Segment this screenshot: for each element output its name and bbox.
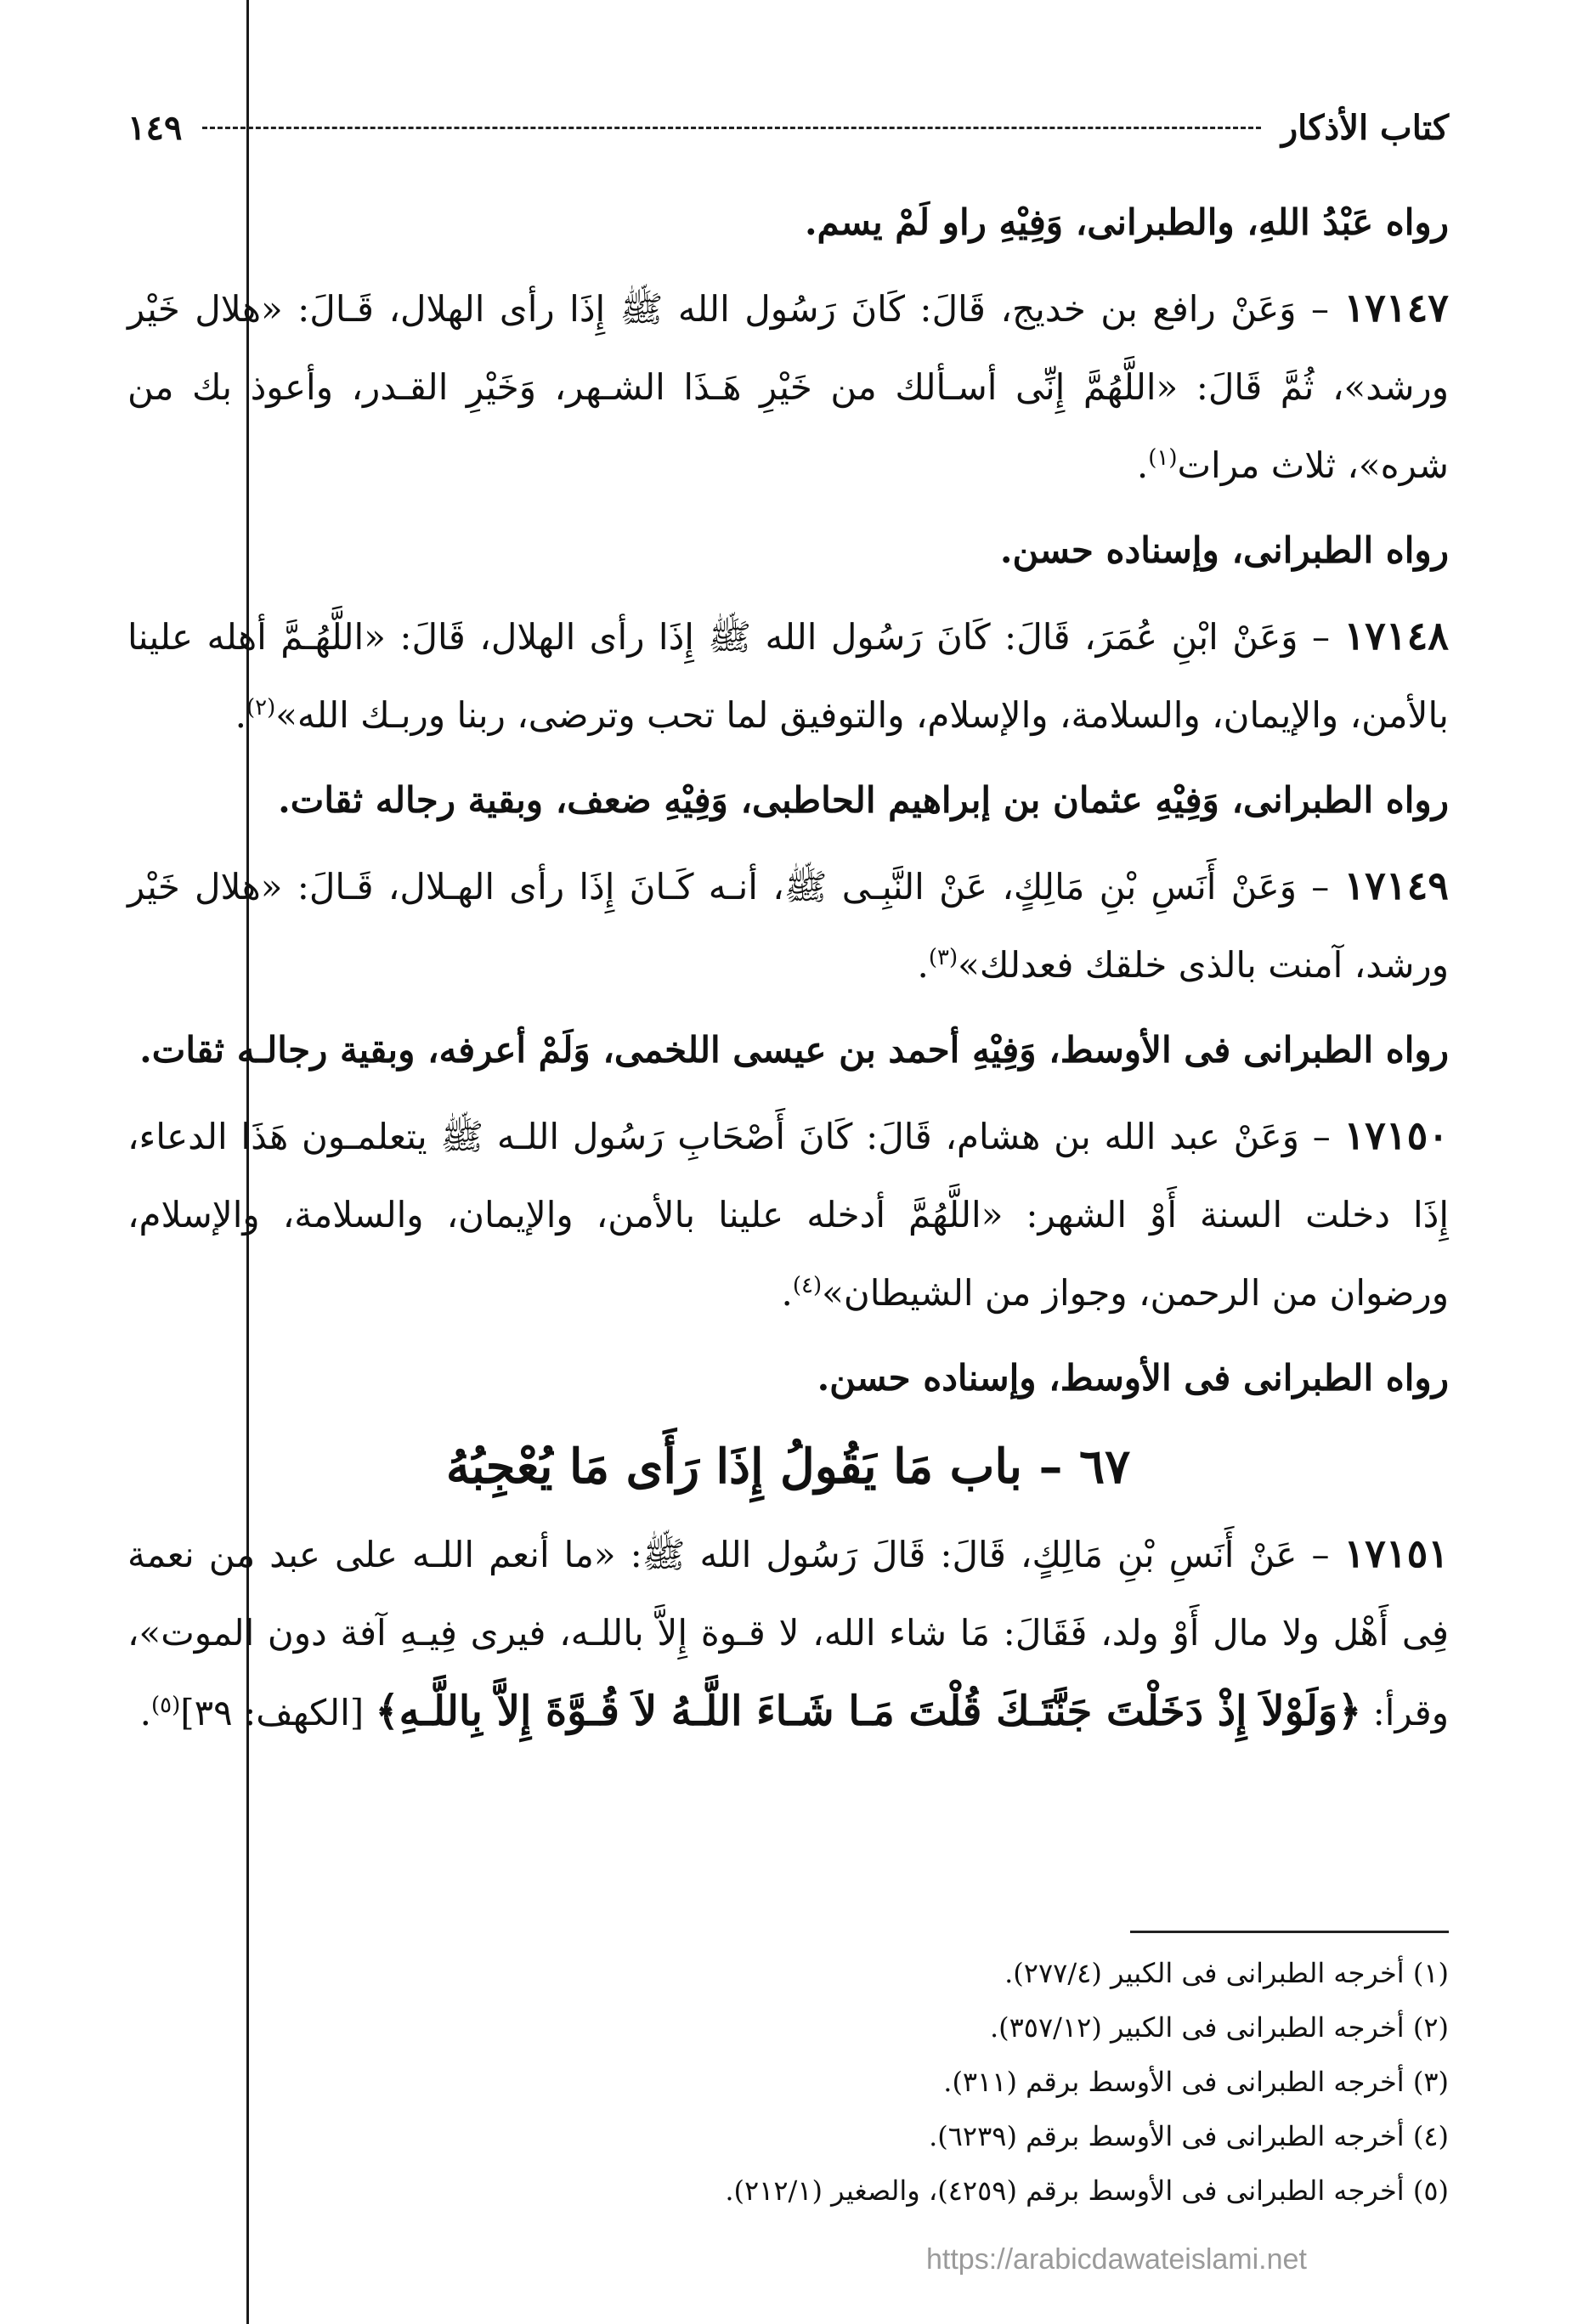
footnote-ref: (٢) bbox=[246, 695, 276, 721]
hadith-17147: ١٧١٤٧ – وَعَنْ رافع بن خديج، قَالَ: كَانَ رَسُول الله ﷺ إِذَا رأى الهلال، قَـالَ: «هلال خَيْر ورشد»، ثُمَّ قَالَ: «اللَّهُمَّ إِنِّى أسـألك من خَيْرِ هَـذَا الشـهر، وَخَيْرِ القـدر، وأعوذ بك من شره»، ثلاث مرات$^{(١)}$. bbox=[127, 285, 1449, 486]
page-content bbox=[127, 93, 1449, 1759]
hadith-number: ١٧١٤٨ bbox=[1343, 613, 1449, 659]
watermark-url: https://arabicdawateislami.net bbox=[926, 2243, 1307, 2276]
chapter-title: ٦٧ – باب مَا يَقُولُ إِذَا رَأَى مَا يُعْجِبُهُ bbox=[445, 1439, 1131, 1495]
source-note: رواه الطبرانى، وإسناده حسن. bbox=[999, 529, 1449, 571]
quran-verse: ﴿وَلَوْلاَ إِذْ دَخَلْتَ جَنَّتَـكَ قُلْتَ مَـا شَـاءَ اللَّـهُ لاَ قُـوَّةَ إِلاَّ بِاللَّـهِ﴾ bbox=[375, 1688, 1362, 1735]
footnote-item: (٤) أخرجه الطبرانى فى الأوسط برقم (٦٢٣٩). bbox=[929, 2120, 1449, 2152]
hadith-number: ١٧١٥١ bbox=[1343, 1530, 1449, 1576]
footnote-item: (٥) أخرجه الطبرانى فى الأوسط برقم (٤٢٥٩)، والصغير (٢١٢/١). bbox=[725, 2174, 1449, 2207]
hadith-17148: ١٧١٤٨ – وَعَنْ ابْنِ عُمَرَ، قَالَ: كَانَ رَسُول الله ﷺ إِذَا رأى الهلال، قَالَ: «اللَّهُـمَّ أهله علينا بالأمن، والإيمان، والسلامة، والإسلام، والتوفيق لما تحب وترضى، ربنا وربـك الله»$^{(٢)}$. bbox=[127, 613, 1449, 736]
source-note: رواه الطبرانى فى الأوسط، وإسناده حسن. bbox=[817, 1357, 1449, 1399]
footnote-ref: (٣) bbox=[928, 945, 958, 970]
footnotes bbox=[255, 1946, 1449, 2218]
hadith-text: – وَعَنْ رافع بن خديج، قَالَ: كَانَ رَسُول الله ﷺ إِذَا رأى الهلال، قَـالَ: «هلال خَيْر ورشد»، ثُمَّ قَالَ: «اللَّهُمَّ إِنِّى أسـألك من خَيْرِ هَـذَا الشـهر، وَخَيْرِ القـدر، وأعوذ بك من شره»، ثلاث مرات bbox=[127, 288, 1449, 486]
footnote-ref: (٤) bbox=[792, 1273, 823, 1298]
source-note: رواه الطبرانى، وَفِيْهِ عثمان بن إبراهيم الحاطبى، وَفِيْهِ ضعف، وبقية رجاله ثقات. bbox=[278, 779, 1449, 821]
header-dashed-rule bbox=[202, 127, 1260, 129]
footnote-item: (٢) أخرجه الطبرانى فى الكبير (٣٥٧/١٢). bbox=[989, 2011, 1449, 2044]
page-number: ١٤٩ bbox=[127, 107, 183, 148]
footnote-ref: (٥) bbox=[150, 1693, 181, 1718]
running-header bbox=[127, 93, 1449, 161]
hadith-17151: ١٧١٥١ – عَنْ أَنَسِ بْنِ مَالِكٍ، قَالَ: قَالَ رَسُول الله ﷺ: «ما أنعم اللـه على عبد من نعمة فِى أَهْل ولا مال أَوْ ولد، فَقَالَ: مَا شاء الله، لا قـوة إِلاَّ باللـه، فيرى فِيـهِ آفة دون الموت»، وقرأ: ﴿وَلَوْلاَ إِذْ دَخَلْتَ جَنَّتَـكَ قُلْتَ مَـا شَـاءَ اللَّـهُ لاَ قُـوَّةَ إِلاَّ بِاللَّـهِ﴾ [الكهف: ٣٩]$^{(٥)}$. bbox=[127, 1530, 1449, 1735]
hadith-17150: ١٧١٥٠ – وَعَنْ عبد الله بن هشام، قَالَ: كَانَ أَصْحَابِ رَسُول اللـه ﷺ يتعلمـون هَذَا الدعاء، إِذَا دخلت السنة أَوْ الشهر: «اللَّهُمَّ أدخله علينا بالأمن، والإيمان، والسلامة، والإسلام، ورضوان من الرحمن، وجواز من الشيطان»$^{(٤)}$. bbox=[127, 1112, 1449, 1314]
hadith-number: ١٧١٤٩ bbox=[1343, 862, 1449, 908]
footnote-item: (١) أخرجه الطبرانى فى الكبير (٢٧٧/٤). bbox=[1004, 1957, 1449, 1989]
hadith-text: – عَنْ أَنَسِ بْنِ مَالِكٍ، قَالَ: قَالَ رَسُول الله ﷺ: «ما أنعم اللـه على عبد من نعمة فِى أَهْل ولا مال أَوْ ولد، فَقَالَ: مَا شاء الله، لا قـوة إِلاَّ باللـه، فيرى فِيـهِ آفة دون الموت»، وقرأ: bbox=[127, 1534, 1449, 1733]
footnote-separator bbox=[1130, 1931, 1449, 1933]
verse-reference: [الكهف: ٣٩] bbox=[180, 1692, 376, 1733]
book-title: كتاب الأذكار bbox=[1281, 107, 1449, 148]
hadith-text: – وَعَنْ عبد الله بن هشام، قَالَ: كَانَ أَصْحَابِ رَسُول اللـه ﷺ يتعلمـون هَذَا الدعاء، إِذَا دخلت السنة أَوْ الشهر: «اللَّهُمَّ أدخله علينا بالأمن، والإيمان، والسلامة، والإسلام، ورضوان من الرحمن، وجواز من الشيطان» bbox=[127, 1116, 1449, 1314]
hadith-text: – وَعَنْ أَنَسِ بْنِ مَالِكٍ، عَنْ النَّبِـى ﷺ، أنـه كَـانَ إِذَا رأى الهـلال، قَـالَ: «هلال خَيْر ورشد، آمنت بالذى خلقك فعدلك» bbox=[127, 866, 1449, 986]
hadith-17149: ١٧١٤٩ – وَعَنْ أَنَسِ بْنِ مَالِكٍ، عَنْ النَّبِـى ﷺ، أنـه كَـانَ إِذَا رأى الهـلال، قَـالَ: «هلال خَيْر ورشد، آمنت بالذى خلقك فعدلك»$^{(٣)}$. bbox=[127, 862, 1449, 986]
source-note: رواه الطبرانى فى الأوسط، وَفِيْهِ أحمد بن عيسى اللخمى، وَلَمْ أعرفه، وبقية رجالـه ثقات. bbox=[139, 1029, 1449, 1071]
footnote-ref: (١) bbox=[1148, 445, 1178, 471]
footnote-item: (٣) أخرجه الطبرانى فى الأوسط برقم (٣١١). bbox=[943, 2066, 1449, 2098]
hadith-number: ١٧١٥٠ bbox=[1343, 1112, 1449, 1158]
narration-note: رواه عَبْدُ اللهِ، والطبرانى، وَفِيْهِ راو لَمْ يسم. bbox=[804, 201, 1449, 243]
hadith-number: ١٧١٤٧ bbox=[1343, 285, 1449, 331]
hadith-text: – وَعَنْ ابْنِ عُمَرَ، قَالَ: كَانَ رَسُول الله ﷺ إِذَا رأى الهلال، قَالَ: «اللَّهُـمَّ أهله علينا بالأمن، والإيمان، والسلامة، والإسلام، والتوفيق لما تحب وترضى، ربنا وربـك الله» bbox=[127, 616, 1449, 736]
